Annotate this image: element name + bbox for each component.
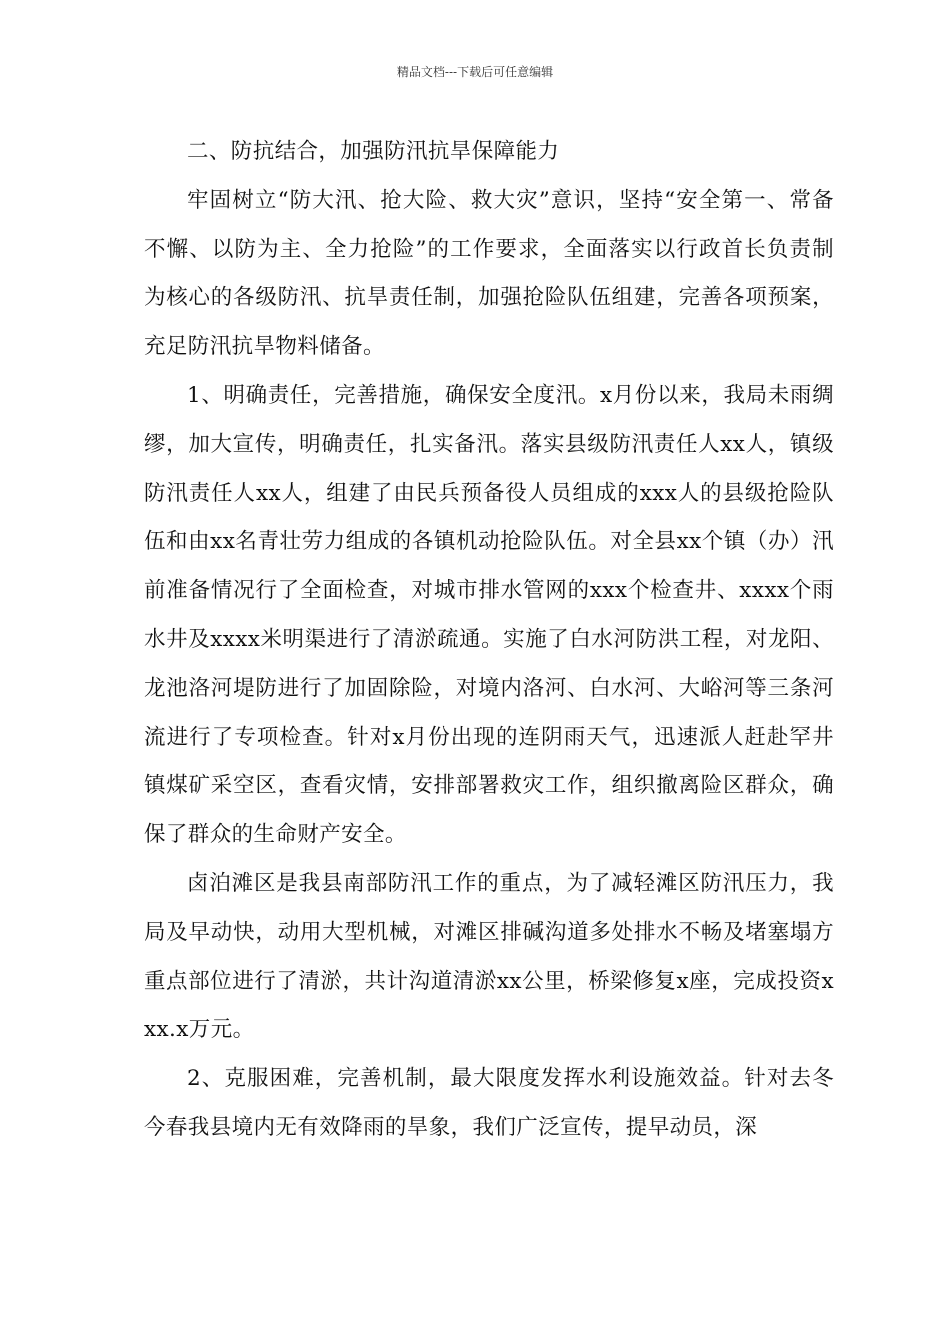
paragraph: 牢固树立“防大汛、抢大险、救大灾”意识，坚持“安全第一、常备不懈、以防为主、全力抢险”的工作要求，全面落实以行政首长负责制为核心的各级防汛、抗旱责任制，加强抢险队伍组建，完善各项预案，充足防汛抗旱物料储备。 xyxy=(144,187,834,360)
document-body xyxy=(144,128,834,1153)
paragraph: 卤泊滩区是我县南部防汛工作的重点，为了减轻滩区防汛压力，我局及早动快，动用大型机械，对滩区排碱沟道多处排水不畅及堵塞塌方重点部位进行了清淤，共计沟道清淤xx公里，桥梁修复x座，完成投资xxx.x万元。 xyxy=(144,870,834,1043)
page-header: 精品文档---下载后可任意编辑 xyxy=(396,65,554,79)
section-heading: 二、防抗结合，加强防汛抗旱保障能力 xyxy=(187,139,560,164)
paragraph: 2、克服困难，完善机制，最大限度发挥水利设施效益。针对去冬今春我县境内无有效降雨的旱象，我们广泛宣传，提早动员，深 xyxy=(144,1066,834,1140)
paragraph: 1、明确责任，完善措施，确保安全度汛。x月份以来，我局未雨绸缪，加大宣传，明确责任，扎实备汛。落实县级防汛责任人xx人，镇级防汛责任人xx人，组建了由民兵预备役人员组成的xxx人的县级抢险队伍和由xx名青壮劳力组成的各镇机动抢险队伍。对全县xx个镇（办）汛前准备情况行了全面检查，对城市排水管网的xxx个检查井、xxxx个雨水井及xxxx米明渠进行了清淤疏通。实施了白水河防洪工程，对龙阳、龙池洛河堤防进行了加固除险，对境内洛河、白水河、大峪河等三条河流进行了专项检查。针对x月份出现的连阴雨天气，迅速派人赶赴罕井镇煤矿采空区，查看灾情，安排部署救灾工作，组织撤离险区群众，确保了群众的生命财产安全。 xyxy=(144,382,834,848)
